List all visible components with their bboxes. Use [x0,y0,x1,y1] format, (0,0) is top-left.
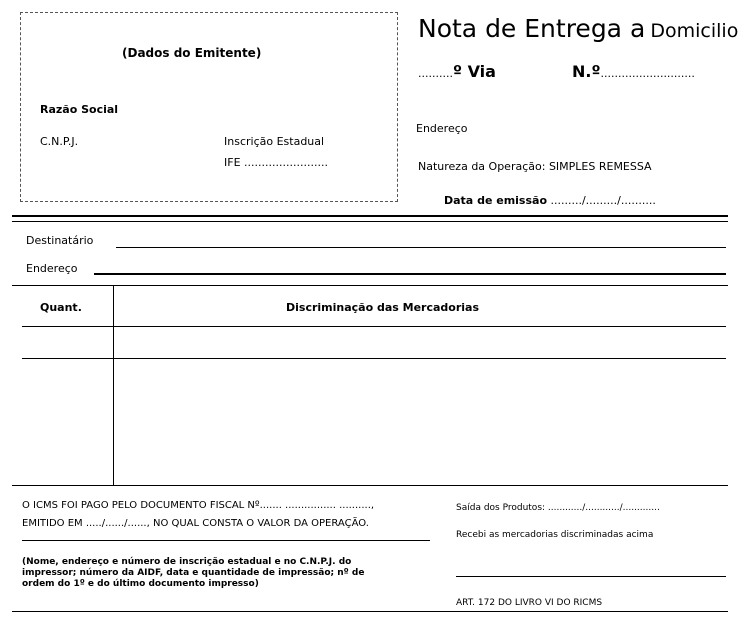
cnpj-label: C.N.P.J. [40,135,79,148]
document-title [418,14,738,43]
ife-label: IFE ........................ [224,156,328,169]
legal-reference: ART. 172 DO LIVRO VI DO RICMS [456,598,603,608]
header-separator [12,215,728,217]
printer-info: (Nome, endereço e número de inscrição estadual e no C.N.P.J. do impressor; número da AIDF, data e quantidade de impressão; nº de ordem do 1º e do último documento impresso) [22,557,365,589]
operation-label: Natureza da Operação: [418,160,546,173]
company-name-label: Razão Social [40,103,119,116]
recipient-name-label: Destinatário [26,234,94,247]
col-description-header: Discriminação das Mercadorias [286,301,480,314]
copy-number-row [418,62,496,81]
issuer-heading: (Dados do Emitente) [122,46,262,60]
table-header-line [22,326,726,327]
recipient-address-label: Endereço [26,262,78,275]
icms-line-1: O ICMS FOI PAGO PELO DOCUMENTO FISCAL Nº....... ................ .........., [22,500,375,511]
received-label: Recebi as mercadorias discriminadas acima [456,530,654,540]
number-label: N.º [572,62,601,81]
icms-underline [22,540,430,541]
table-row-line [22,358,726,359]
copy-dots: .......... [418,67,453,80]
document-title-sub: Domicilio [650,20,739,42]
issuer-address-label: Endereço [416,122,468,135]
icms-line-2: EMITIDO EM ...../....../......, NO QUAL CONSTA O VALOR DA OPERAÇÃO. [22,518,369,529]
table-bottom-border [12,485,728,486]
page-bottom-border [12,611,728,612]
exit-date-label: Saída dos Produtos: ............/............/............. [456,503,660,513]
signature-line [456,576,726,577]
col-quantity-header: Quant. [40,301,82,314]
operation-nature [418,160,652,173]
issue-date-value: ........./........./.......... [550,194,656,207]
recipient-address-line [94,273,726,275]
number-dots: ........................... [600,67,695,80]
table-column-divider [113,285,114,485]
state-registration-label: Inscrição Estadual [224,135,325,148]
document-number [572,62,695,81]
issue-date [444,194,656,207]
copy-label: º Via [452,62,496,81]
operation-value: SIMPLES REMESSA [548,160,652,173]
issue-date-label: Data de emissão [444,194,547,207]
recipient-name-line [116,247,726,248]
document-title-main: Nota de Entrega a [418,14,646,43]
table-top-border [12,285,728,286]
header-separator-thin [12,221,728,222]
